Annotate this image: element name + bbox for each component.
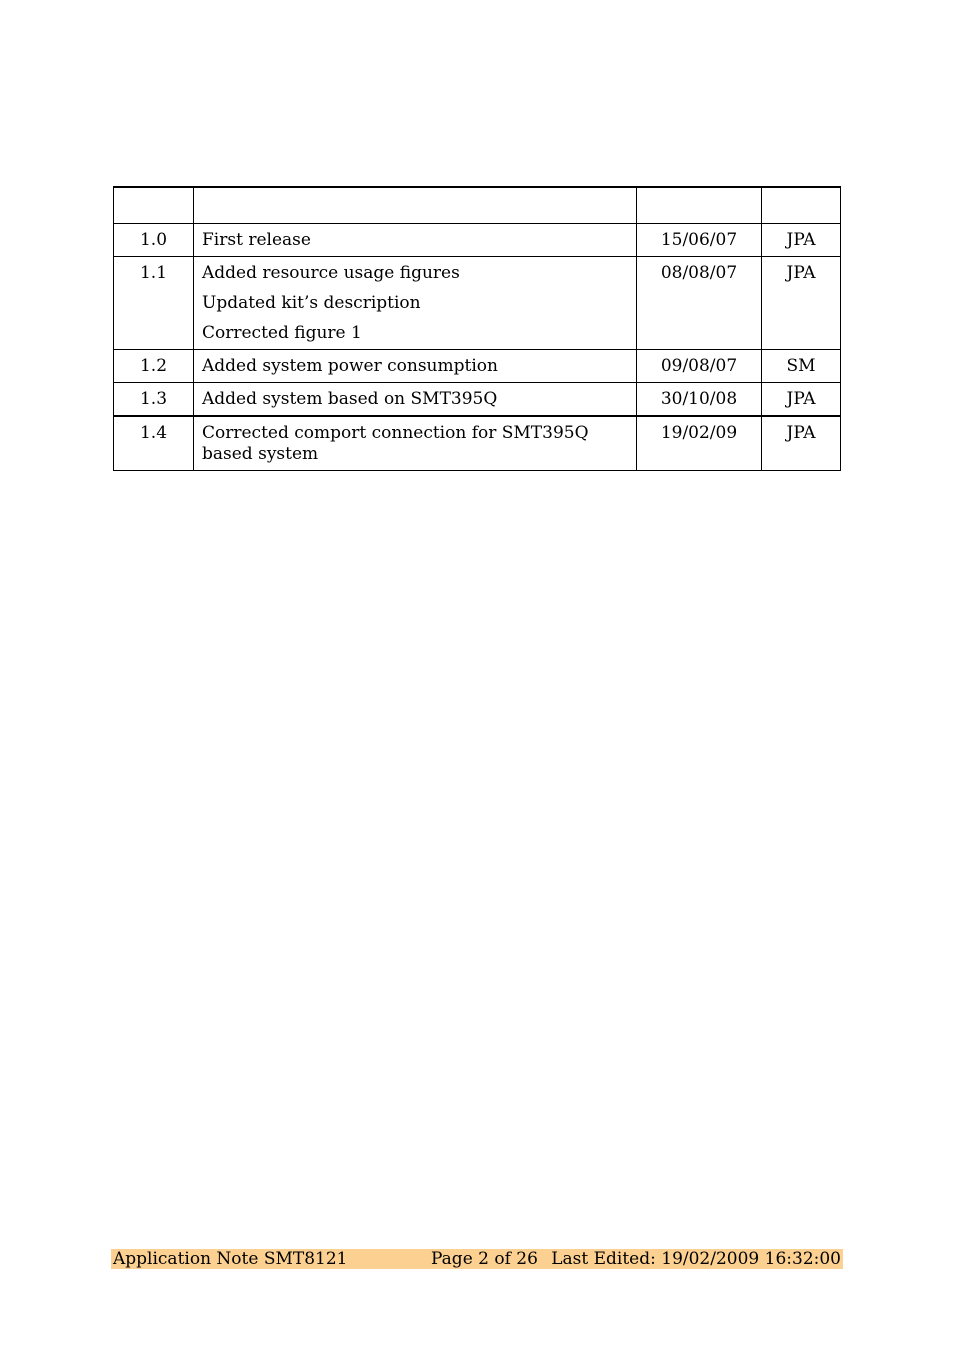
page-footer [111, 1249, 843, 1269]
table-row [114, 416, 841, 471]
author-cell: SM [762, 350, 841, 383]
date-cell: 30/10/08 [637, 383, 762, 417]
header-cell-date [637, 187, 762, 224]
description-cell [194, 224, 637, 257]
description-line: Added system power consumption [202, 356, 498, 376]
table-row [114, 257, 841, 350]
description-line: First release [202, 230, 311, 250]
date-cell: 09/08/07 [637, 350, 762, 383]
version-cell: 1.4 [114, 416, 194, 471]
footer-last-edited: Last Edited: 19/02/2009 16:32:00 [551, 1249, 841, 1269]
header-cell-author [762, 187, 841, 224]
footer-document-title: Application Note SMT8121 [113, 1249, 348, 1269]
date-cell: 15/06/07 [637, 224, 762, 257]
author-cell: JPA [762, 416, 841, 471]
description-line: Added system based on SMT395Q [202, 389, 498, 409]
version-cell: 1.0 [114, 224, 194, 257]
version-cell: 1.3 [114, 383, 194, 417]
table-header-row [114, 187, 841, 224]
version-cell: 1.1 [114, 257, 194, 350]
table-row [114, 350, 841, 383]
version-cell: 1.2 [114, 350, 194, 383]
header-cell-description [194, 187, 637, 224]
author-cell: JPA [762, 224, 841, 257]
description-line: Corrected comport connection for SMT395Q based system [202, 423, 589, 464]
description-line: Updated kit’s description [202, 293, 421, 313]
date-cell: 08/08/07 [637, 257, 762, 350]
description-cell [194, 350, 637, 383]
description-line: Added resource usage figures [202, 263, 460, 283]
author-cell: JPA [762, 383, 841, 417]
description-line: Corrected figure 1 [202, 323, 362, 343]
revision-history-table [113, 186, 841, 471]
description-cell [194, 257, 637, 350]
date-cell: 19/02/09 [637, 416, 762, 471]
table-row [114, 383, 841, 417]
table-row [114, 224, 841, 257]
footer-page-number: Page 2 of 26 [431, 1249, 538, 1269]
description-cell [194, 416, 637, 471]
description-cell [194, 383, 637, 417]
author-cell: JPA [762, 257, 841, 350]
header-cell-version [114, 187, 194, 224]
